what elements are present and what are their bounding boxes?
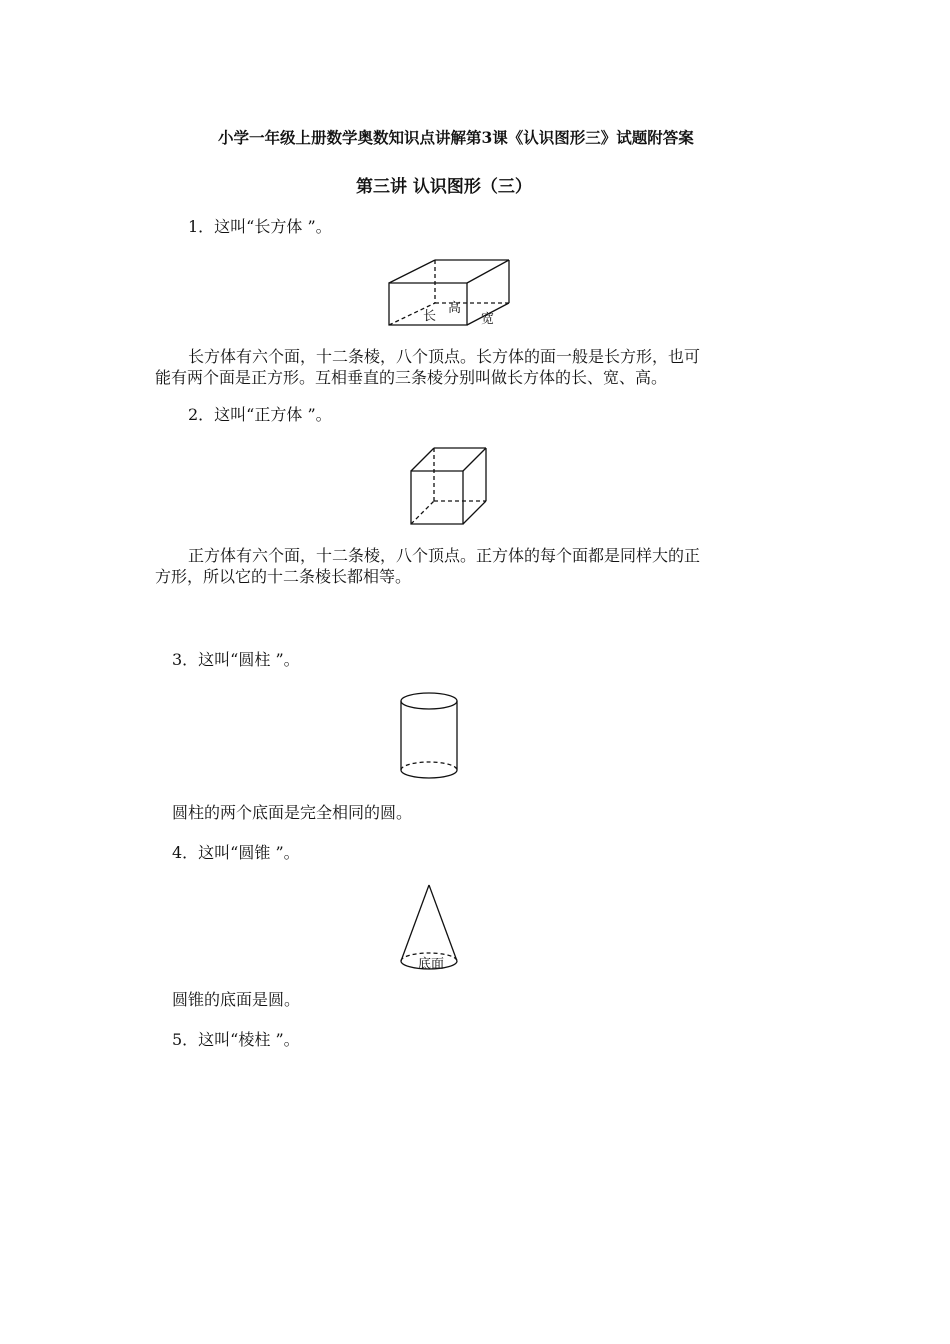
cuboid-width-label: 宽 xyxy=(481,312,495,327)
cone-figure xyxy=(398,882,462,974)
section-5-heading: 5．这叫“棱柱 ”。 xyxy=(172,1030,300,1049)
section-4-heading: 4．这叫“圆锥 ”。 xyxy=(172,843,300,862)
cuboid-height-label: 高 xyxy=(448,301,462,316)
section-2-description-line-1: 正方体有六个面，十二条棱，八个顶点。正方体的每个面都是同样大的正 xyxy=(188,546,701,565)
cylinder-figure xyxy=(398,690,462,782)
document-title: 小学一年级上册数学奥数知识点讲解第3课《认识图形三》试题附答案 xyxy=(218,128,694,147)
section-3-description: 圆柱的两个底面是完全相同的圆。 xyxy=(172,803,413,822)
section-2-heading: 2．这叫“正方体 ”。 xyxy=(188,405,332,424)
cuboid-length-label: 长 xyxy=(423,309,437,324)
section-2-description-line-2: 方形，所以它的十二条棱长都相等。 xyxy=(155,567,412,586)
cone-base-label: 底面 xyxy=(418,957,445,972)
cuboid-figure xyxy=(386,258,514,328)
section-4-description: 圆锥的底面是圆。 xyxy=(172,990,301,1009)
cube-figure xyxy=(408,446,492,528)
section-1-description-line-2: 能有两个面是正方形。互相垂直的三条棱分别叫做长方体的长、宽、高。 xyxy=(155,368,668,387)
section-1-heading: 1．这叫“长方体 ”。 xyxy=(188,217,332,236)
section-3-heading: 3．这叫“圆柱 ”。 xyxy=(172,650,300,669)
section-1-description-line-1: 长方体有六个面，十二条棱，八个顶点。长方体的面一般是长方形，也可 xyxy=(188,347,701,366)
lesson-title: 第三讲 认识图形（三） xyxy=(356,177,532,197)
